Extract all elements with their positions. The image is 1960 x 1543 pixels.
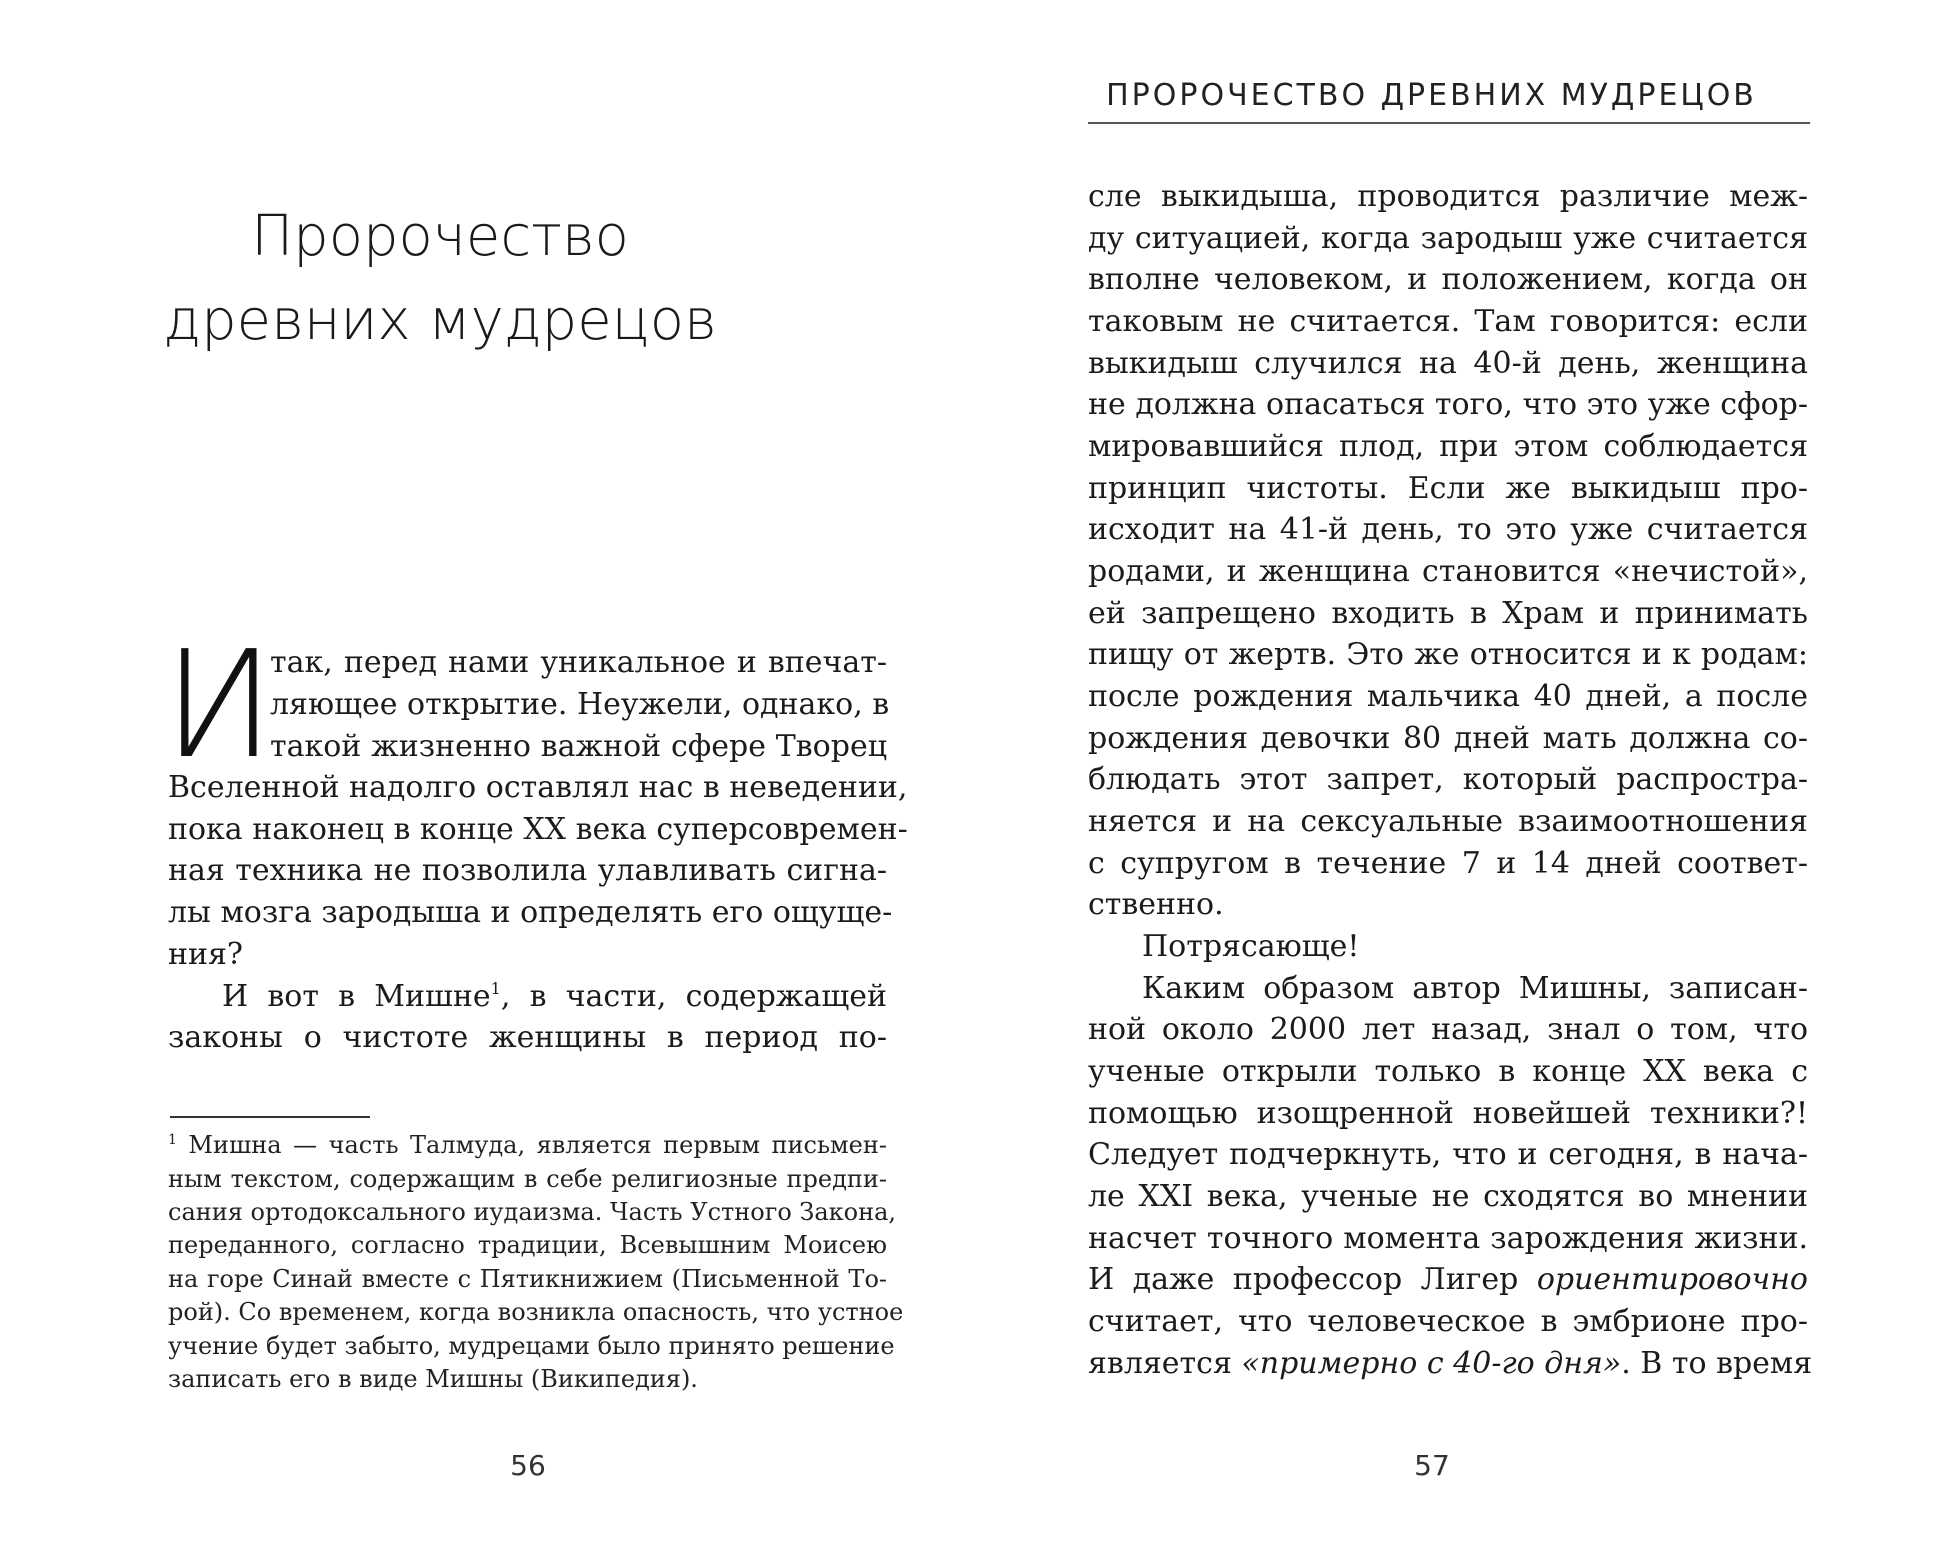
body-line: исходит на 41-й день, то это уже считается [1088,512,1808,547]
body-line: такой жизненно важной сфере Творец [270,729,887,764]
text-after-mark: , в части, содержащей [500,979,887,1014]
italic-emphasis: ориентировочно [1536,1262,1808,1297]
body-line: так, перед нами уникальное и впечат- [270,645,887,680]
footnote-reference[interactable]: 1 [490,979,501,998]
body-line: ляющее открытие. Неужели, однако, в [270,687,890,722]
body-line: ния? [168,937,243,972]
body-line: принцип чистоты. Если же выкидыш про- [1088,471,1808,506]
body-line: ей запрещено входить в Храм и принимать [1088,596,1808,631]
body-line: пищу от жертв. Это же относится и к родам: [1088,637,1808,672]
body-line: ученые открыли только в конце XX века с [1088,1054,1808,1089]
liger-text: И даже профессор Лигер [1088,1262,1537,1297]
footnote-line: ным текстом, содержащим в себе религиозные предпи- [168,1165,887,1193]
body-line: с супругом в течение 7 и 14 дней соответ- [1088,846,1808,881]
body-line [1088,1260,1808,1300]
chapter-title-line-1: Пророчество [251,204,629,269]
drop-cap: И [163,619,275,791]
body-line: вполне человеком, и положением, когда он [1088,262,1808,297]
body-line-footnote-ref [222,977,887,1017]
footnote-text: Мишна — часть Талмуда, является первым письмен- [176,1131,887,1159]
body-line: сле выкидыша, проводится различие меж- [1088,179,1808,214]
body-line: мировавшийся плод, при этом соблюдается [1088,429,1808,464]
body-line: лы мозга зародыша и определять его ощуще- [168,895,893,930]
body-line: Следует подчеркнуть, что и сегодня, в нача- [1088,1137,1808,1172]
footnote-line: сания ортодоксального иудаизма. Часть Устного Закона, [168,1198,897,1226]
body-line: ственно. [1088,887,1224,922]
footnote-line: рой). Со временем, когда возникла опасность, что устное [168,1298,904,1326]
exclamation-line: Потрясающе! [1142,929,1360,964]
footnote-line: переданного, согласно традиции, Всевышним Моисею [168,1231,887,1259]
chapter-title-line-2: древних мудрецов [163,288,717,353]
body-line: законы о чистоте женщины в период по- [168,1020,887,1055]
body-line: считает, что человеческое в эмбрионе про- [1088,1304,1808,1339]
body-line: после рождения мальчика 40 дней, а после [1088,679,1808,714]
text-before-mark: И вот в Мишне [222,979,491,1014]
body-line: ная техника не позволила улавливать сигна- [168,853,887,888]
body-line: выкидыш случился на 40-й день, женщина [1088,346,1808,381]
body-line: помощью изощренной новейшей техники?! [1088,1096,1808,1131]
chapter-title [100,195,780,363]
page-number: 57 [1414,1449,1450,1482]
body-line: родами, и женщина становится «нечистой», [1088,554,1808,589]
body-line: Каким образом автор Мишны, записан- [1142,971,1808,1006]
footnote-line [168,1128,887,1162]
body-line: блюдать этот запрет, который распростра- [1088,762,1808,797]
footnote-line: учение будет забыто, мудрецами было принято решение [168,1332,895,1360]
body-line [1088,1344,1813,1384]
body-line: Вселенной надолго оставлял нас в неведении, [168,770,908,805]
final-line-tail: . В то время [1621,1346,1813,1381]
body-line: ле XXI века, ученые не сходятся во мнении [1088,1179,1808,1214]
footnote-number: 1 [168,1132,177,1148]
body-line: пока наконец в конце XX века суперсовремен- [168,812,908,847]
body-line: ной около 2000 лет назад, знал о том, что [1088,1012,1808,1047]
running-header: ПРОРОЧЕСТВО ДРЕВНИХ МУДРЕЦОВ [1106,78,1757,113]
header-rule [1088,122,1810,124]
body-line: рождения девочки 80 дней мать должна со- [1088,721,1808,756]
italic-quote: «примерно с 40-го дня» [1241,1346,1622,1381]
body-line: ду ситуацией, когда зародыш уже считается [1088,221,1808,256]
right-page [980,0,1960,1543]
body-line: няется и на сексуальные взаимоотношения [1088,804,1808,839]
body-line: таковым не считается. Там говорится: если [1088,304,1808,339]
footnote-line: на горе Синай вместе с Пятикнижием (Письменной То- [168,1265,887,1293]
body-line: не должна опасаться того, что это уже сфор- [1088,387,1808,422]
footnote-line: записать его в виде Мишны (Википедия). [168,1365,698,1393]
final-line-text: являетcя [1088,1346,1242,1381]
page-number: 56 [510,1449,546,1482]
footnote-divider [170,1116,370,1118]
body-line: насчет точного момента зарождения жизни. [1088,1221,1808,1256]
